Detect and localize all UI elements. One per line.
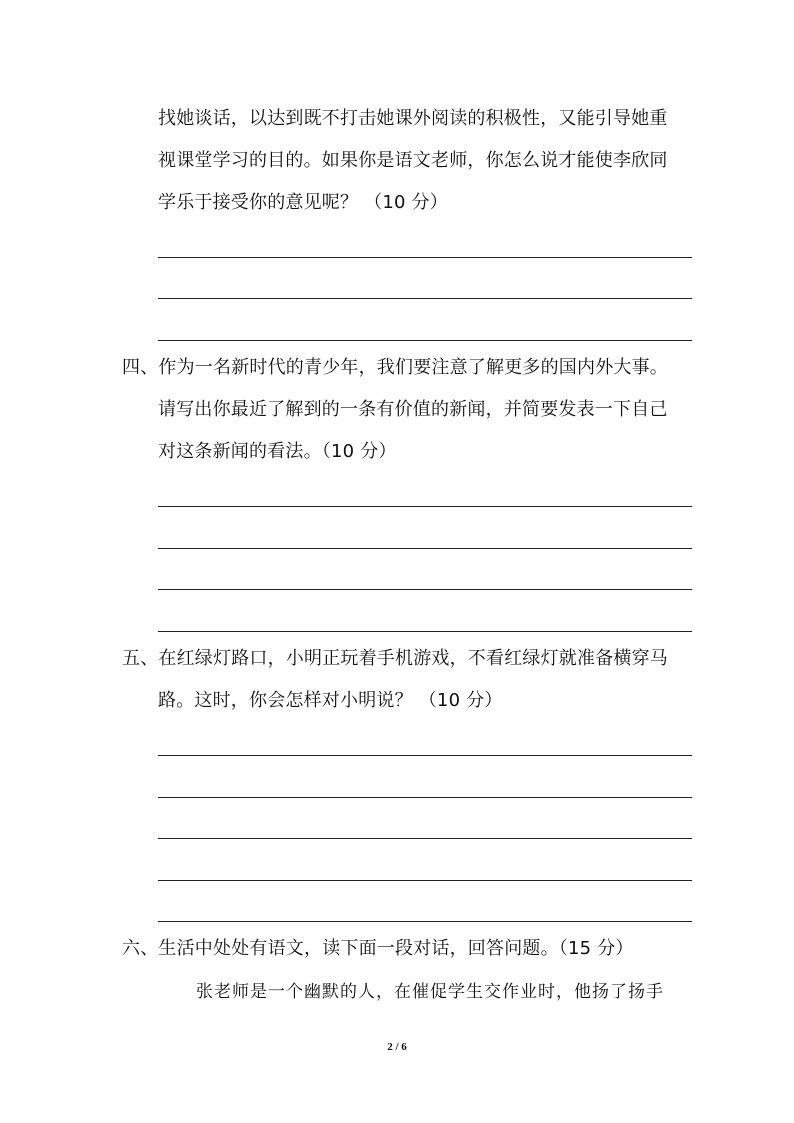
q4-answer-line-4[interactable]: [158, 631, 692, 632]
q3-answer-line-1[interactable]: [158, 257, 692, 258]
q5-answer-line-5[interactable]: [158, 921, 692, 922]
q3-line-1: 找她谈话，以达到既不打击她课外阅读的积极性，又能引导她重: [158, 108, 668, 129]
q5-answer-line-2[interactable]: [158, 797, 692, 798]
page-number: 2 / 6: [387, 1041, 407, 1053]
q4-answer-line-1[interactable]: [158, 506, 692, 507]
q4-line-3: 对这条新闻的看法。（10 分）: [158, 441, 397, 462]
q5-answer-line-3[interactable]: [158, 838, 692, 839]
q5-line-2: 路。这时，你会怎样对小明说？ （10 分）: [158, 690, 503, 711]
q5-answer-line-1[interactable]: [158, 755, 692, 756]
q4-answer-line-2[interactable]: [158, 548, 692, 549]
q5-answer-line-4[interactable]: [158, 880, 692, 881]
q6-line-1: 六、生活中处处有语文，读下面一段对话，回答问题。（15 分）: [122, 938, 634, 959]
q3-answer-line-2[interactable]: [158, 298, 692, 299]
q4-line-2: 请写出你最近了解到的一条有价值的新闻，并简要发表一下自己: [158, 399, 668, 420]
q6-story-line: 张老师是一个幽默的人，在催促学生交作业时，他扬了扬手: [196, 982, 664, 1002]
q3-answer-line-3[interactable]: [158, 340, 692, 341]
q4-answer-line-3[interactable]: [158, 589, 692, 590]
q4-line-1: 四、作为一名新时代的青少年，我们要注意了解更多的国内外大事。: [122, 357, 668, 378]
q3-line-2: 视课堂学习的目的。如果你是语文老师，你怎么说才能使李欣同: [158, 150, 668, 171]
q3-line-3: 学乐于接受你的意见呢？ （10 分）: [158, 192, 448, 213]
q5-line-1: 五、在红绿灯路口，小明正玩着手机游戏，不看红绿灯就准备横穿马: [122, 648, 668, 669]
